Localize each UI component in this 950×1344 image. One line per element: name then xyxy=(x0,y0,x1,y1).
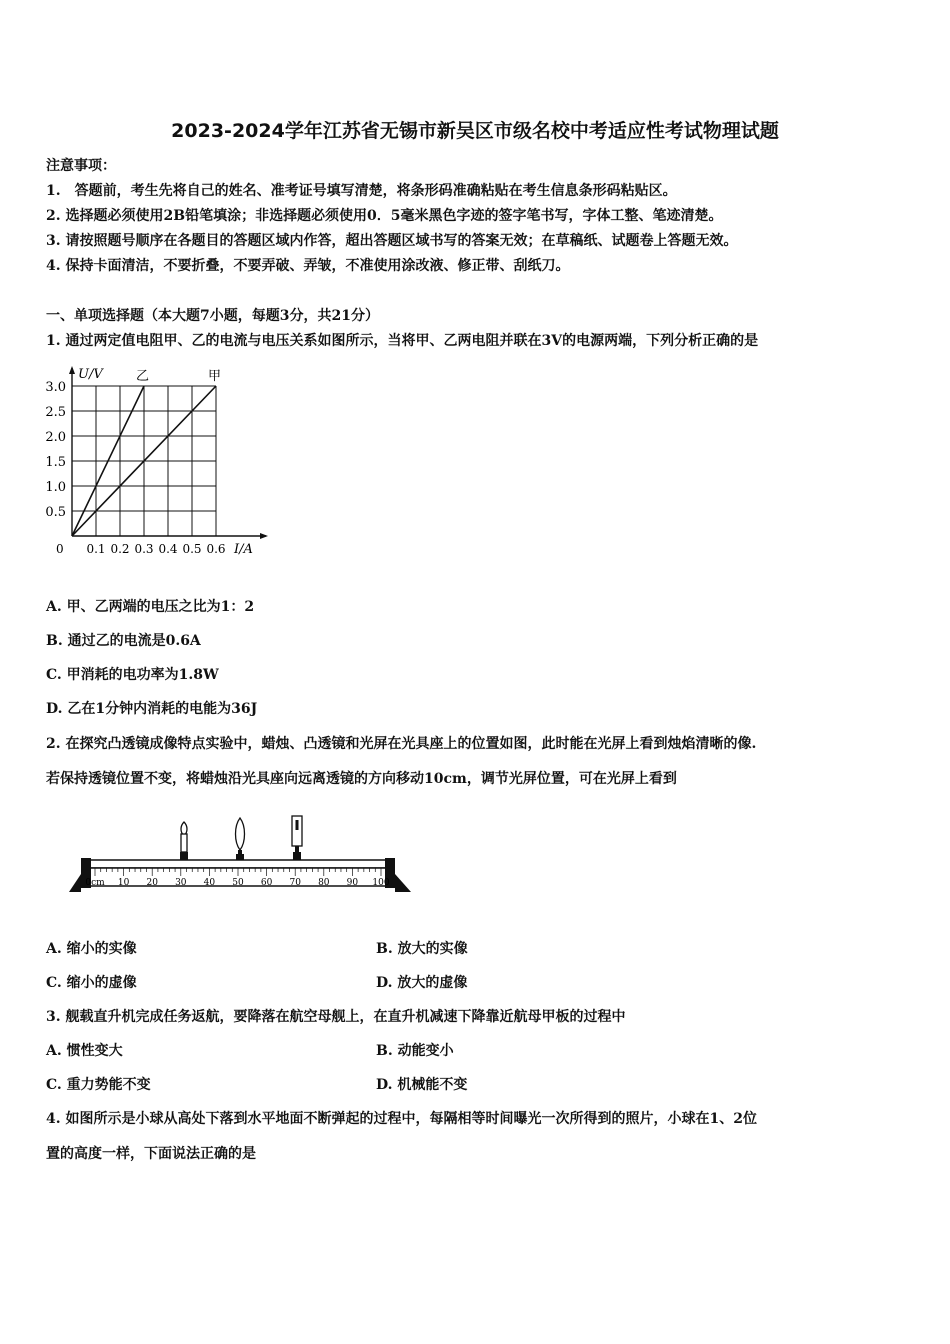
q2-option-b[interactable]: B. 放大的实像 xyxy=(376,941,468,957)
origin-label: 0 xyxy=(56,542,64,556)
section-heading: 一、单项选择题（本大题7小题，每题3分，共21分） xyxy=(46,308,379,324)
q1-option-b[interactable]: B. 通过乙的电流是0.6A xyxy=(46,633,201,649)
bench-left-leg xyxy=(69,874,81,892)
notice-item: 3. 请按照题号顺序在各题目的答题区域内作答，超出答题区域书写的答案无效；在草稿纸、试题卷上答题无效。 xyxy=(46,233,738,249)
series-label-yi: 乙 xyxy=(136,369,150,384)
y-tick-label: 3.0 xyxy=(45,380,66,395)
bench-label: 70 xyxy=(289,878,301,888)
y-axis-label: U/V xyxy=(78,367,103,382)
bench-label: 40 xyxy=(203,878,216,888)
y-tick-label: 1.5 xyxy=(45,455,66,470)
x-tick-label: 0.5 xyxy=(182,542,202,556)
y-tick-label: 1.0 xyxy=(45,480,66,495)
y-tick-label: 2.5 xyxy=(45,405,66,420)
optical-bench-figure xyxy=(65,812,415,898)
x-axis-arrow xyxy=(260,533,268,539)
q3-option-a[interactable]: A. 惯性变大 xyxy=(46,1043,123,1059)
bench-label: 10 xyxy=(117,878,130,888)
q2-option-d[interactable]: D. 放大的虚像 xyxy=(376,975,468,991)
x-tick-label: 0.2 xyxy=(110,542,130,556)
notice-heading: 注意事项： xyxy=(46,158,116,174)
light-screen xyxy=(292,816,302,860)
question-4-stem: 4. 如图所示是小球从高处下落到水平地面不断弹起的过程中，每隔相等时间曝光一次所得到的照片，小球在1、2位 xyxy=(46,1111,757,1127)
series-label-jia: 甲 xyxy=(208,369,222,384)
convex-lens xyxy=(236,818,245,860)
y-axis-arrow xyxy=(69,366,75,374)
q1-option-c[interactable]: C. 甲消耗的电功率为1.8W xyxy=(46,667,219,683)
question-2-stem-cont: 若保持透镜位置不变，将蜡烛沿光具座向远离透镜的方向移动10cm，调节光屏位置，可在光屏上看到 xyxy=(46,771,677,787)
q1-option-d[interactable]: D. 乙在1分钟内消耗的电能为36J xyxy=(46,701,258,717)
q3-option-c[interactable]: C. 重力势能不变 xyxy=(46,1077,151,1093)
notice-item: 1. 答题前，考生先将自己的姓名、准考证号填写清楚，将条形码准确粘贴在考生信息条形码粘贴区。 xyxy=(46,183,677,199)
x-tick-label: 0.4 xyxy=(158,542,178,556)
bench-label: 0cm xyxy=(85,878,105,888)
candle xyxy=(180,822,188,860)
question-2-stem: 2. 在探究凸透镜成像特点实验中，蜡烛、凸透镜和光屏在光具座上的位置如图，此时能在光屏上看到烛焰清晰的像. xyxy=(46,736,757,752)
page-title: 2023-2024学年江苏省无锡市新吴区市级名校中考适应性考试物理试题 xyxy=(171,120,779,142)
bench-label: 80 xyxy=(318,878,330,888)
bench-right-leg xyxy=(395,874,411,892)
y-tick-label: 2.0 xyxy=(45,430,66,445)
bench-label: 30 xyxy=(175,878,187,888)
q3-option-b[interactable]: B. 动能变小 xyxy=(376,1043,454,1059)
bench-rail-top xyxy=(87,860,389,868)
question-1-stem: 1. 通过两定值电阻甲、乙的电流与电压关系如图所示，当将甲、乙两电阻并联在3V的电源两端，下列分析正确的是 xyxy=(46,333,759,349)
bench-label: 60 xyxy=(260,878,273,888)
bench-label: 100 xyxy=(372,878,390,888)
x-tick-label: 0.3 xyxy=(134,542,154,556)
x-tick-label: 0.1 xyxy=(86,542,106,556)
q1-option-a[interactable]: A. 甲、乙两端的电压之比为1：2 xyxy=(46,599,255,615)
bench-label: 90 xyxy=(346,878,359,888)
q2-option-c[interactable]: C. 缩小的虚像 xyxy=(46,975,137,991)
bench-label: 50 xyxy=(232,878,244,888)
notice-item: 2. 选择题必须使用2B铅笔填涂；非选择题必须使用0．5毫米黑色字迹的签字笔书写，字体工整、笔迹清楚。 xyxy=(46,208,723,224)
q2-option-a[interactable]: A. 缩小的实像 xyxy=(46,941,137,957)
x-axis-label: I/A xyxy=(234,542,253,557)
y-tick-label: 0.5 xyxy=(45,505,66,520)
notice-item: 4. 保持卡面清洁，不要折叠，不要弄破、弄皱，不准使用涂改液、修正带、刮纸刀。 xyxy=(46,258,570,274)
question-4-stem-cont: 置的高度一样，下面说法正确的是 xyxy=(46,1146,256,1162)
question-3-stem: 3. 舰载直升机完成任务返航，要降落在航空母舰上，在直升机减速下降靠近航母甲板的过程中 xyxy=(46,1009,626,1025)
q1-ui-graph xyxy=(40,358,280,558)
x-tick-label: 0.6 xyxy=(206,542,226,556)
q3-option-d[interactable]: D. 机械能不变 xyxy=(376,1077,468,1093)
bench-label: 20 xyxy=(146,878,158,888)
